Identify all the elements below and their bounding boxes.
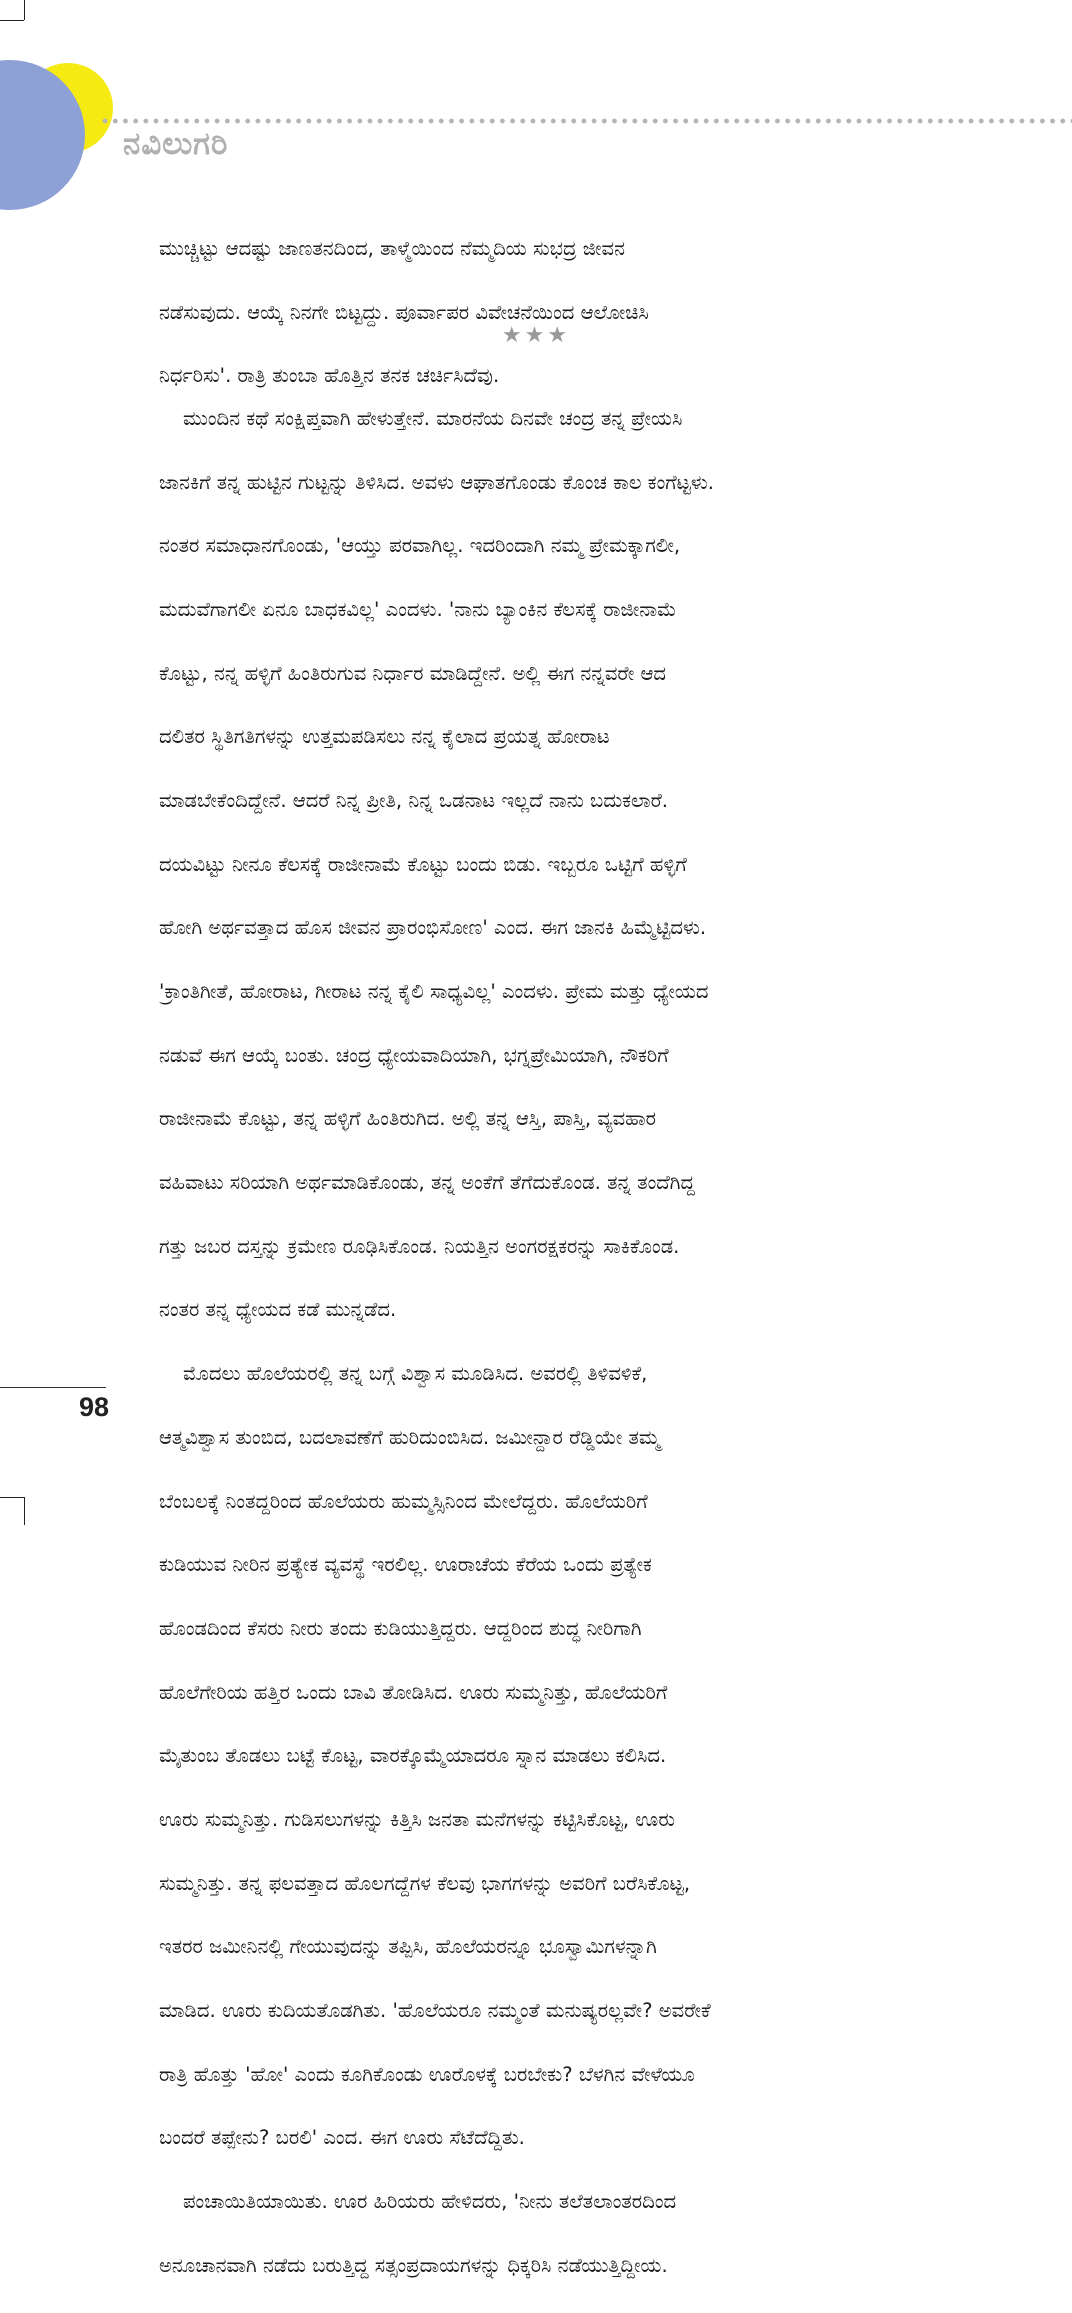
text-line: ದಲಿತರ ಸ್ಥಿತಿಗತಿಗಳನ್ನು ಉತ್ತಮಪಡಿಸಲು ನನ್ನ ಕೈಲಾದ ಪ್ರಯತ್ನ ಹೋರಾಟ	[159, 725, 610, 749]
crop-mark-top-left-horizontal	[0, 20, 24, 21]
text-line: ಮುಂದಿನ ಕಥೆ ಸಂಕ್ಷಿಪ್ತವಾಗಿ ಹೇಳುತ್ತೇನೆ. ಮಾರನೆಯ ದಿನವೇ ಚಂದ್ರ ತನ್ನ ಪ್ರೇಯಸಿ	[183, 406, 683, 430]
text-line: ಇತರರ ಜಮೀನಿನಲ್ಲಿ ಗೇಯುವುದನ್ನು ತಪ್ಪಿಸಿ, ಹೊಲೆಯರನ್ನೂ ಭೂಸ್ವಾಮಿಗಳನ್ನಾಗಿ	[159, 1935, 657, 1959]
crop-mark-bottom-left-vertical	[24, 1497, 25, 1525]
text-line: ರಾಜೀನಾಮೆ ಕೊಟ್ಟು, ತನ್ನ ಹಳ್ಳಿಗೆ ಹಿಂತಿರುಗಿದ. ಅಲ್ಲಿ ತನ್ನ ಆಸ್ತಿ, ಪಾಸ್ತಿ, ವ್ಯವಹಾರ	[159, 1107, 657, 1131]
text-line: ಕೊಟ್ಟು, ನನ್ನ ಹಳ್ಳಿಗೆ ಹಿಂತಿರುಗುವ ನಿರ್ಧಾರ ಮಾಡಿದ್ದೇನೆ. ಅಲ್ಲಿ ಈಗ ನನ್ನವರೇ ಆದ	[159, 661, 667, 685]
folio-rule	[0, 1387, 106, 1388]
text-line: ಗತ್ತು ಜಬರ ದಸ್ತನ್ನು ಕ್ರಮೇಣ ರೂಢಿಸಿಕೊಂಡ. ನಿಯತ್ತಿನ ಅಂಗರಕ್ಷಕರನ್ನು ಸಾಕಿಕೊಂಡ.	[159, 1234, 680, 1258]
text-line: ಹೊಂಡದಿಂದ ಕೆಸರು ನೀರು ತಂದು ಕುಡಿಯುತ್ತಿದ್ದರು. ಆದ್ದರಿಂದ ಶುದ್ಧ ನೀರಿಗಾಗಿ	[159, 1616, 642, 1640]
text-line: ಅನೂಚಾನವಾಗಿ ನಡೆದು ಬರುತ್ತಿದ್ದ ಸತ್ಸಂಪ್ರದಾಯಗಳನ್ನು ಧಿಕ್ಕರಿಸಿ ನಡೆಯುತ್ತಿದ್ದೀಯ.	[159, 2253, 668, 2277]
text-line: ಪಂಚಾಯಿತಿಯಾಯಿತು. ಊರ ಹಿರಿಯರು ಹೇಳಿದರು, 'ನೀನು ತಲೆತಲಾಂತರದಿಂದ	[183, 2190, 677, 2214]
text-line: ದಯವಿಟ್ಟು ನೀನೂ ಕೆಲಸಕ್ಕೆ ರಾಜೀನಾಮೆ ಕೊಟ್ಟು ಬಂದು ಬಿಡು. ಇಬ್ಬರೂ ಒಟ್ಟಿಗೆ ಹಳ್ಳಿಗೆ	[159, 852, 687, 876]
running-head: ನವಿಲುಗರಿ	[123, 126, 229, 162]
text-line: ನಂತರ ತನ್ನ ಧ್ಯೇಯದ ಕಡೆ ಮುನ್ನಡೆದ.	[159, 1298, 397, 1322]
crop-mark-top-left-vertical	[24, 0, 25, 20]
section-separator: ★★★	[501, 323, 571, 348]
text-line: ನಡುವೆ ಈಗ ಆಯ್ಕೆ ಬಂತು. ಚಂದ್ರ ಧ್ಯೇಯವಾದಿಯಾಗಿ, ಭಗ್ನಪ್ರೇಮಿಯಾಗಿ, ನೌಕರಿಗೆ	[159, 1043, 669, 1067]
text-line: 'ಕ್ರಾಂತಿಗೀತೆ, ಹೋರಾಟ, ಗೀರಾಟ ನನ್ನ ಕೈಲಿ ಸಾಧ್ಯವಿಲ್ಲ' ಎಂದಳು. ಪ್ರೇಮ ಮತ್ತು ಧ್ಯೇಯದ	[159, 980, 709, 1004]
header-decoration	[0, 40, 130, 260]
text-line: ಸುಮ್ಮನಿತ್ತು. ತನ್ನ ಫಲವತ್ತಾದ ಹೊಲಗದ್ದೆಗಳ ಕೆಲವು ಭಾಗಗಳನ್ನು ಅವರಿಗೆ ಬರೆಸಿಕೊಟ್ಟ,	[159, 1871, 691, 1895]
text-line: ಜಾನಕಿಗೆ ತನ್ನ ಹುಟ್ಟಿನ ಗುಟ್ಟನ್ನು ತಿಳಿಸಿದ. ಅವಳು ಆಘಾತಗೊಂಡು ಕೊಂಚ ಕಾಲ ಕಂಗೆಟ್ಟಳು.	[159, 470, 714, 494]
text-line: ಮೊದಲು ಹೊಲೆಯರಲ್ಲಿ ತನ್ನ ಬಗ್ಗೆ ವಿಶ್ವಾಸ ಮೂಡಿಸಿದ. ಅವರಲ್ಲಿ ತಿಳಿವಳಿಕೆ,	[183, 1362, 648, 1386]
text-line: ನಡೆಸುವುದು. ಆಯ್ಕೆ ನಿನಗೇ ಬಿಟ್ಟದ್ದು. ಪೂರ್ವಾಪರ ವಿವೇಚನೆಯಿಂದ ಆಲೋಚಿಸಿ	[159, 300, 649, 324]
text-line: ಹೋಗಿ ಅರ್ಥವತ್ತಾದ ಹೊಸ ಜೀವನ ಪ್ರಾರಂಭಿಸೋಣ' ಎಂದ. ಈಗ ಜಾನಕಿ ಹಿಮ್ಮೆಟ್ಟಿದಳು.	[159, 916, 707, 940]
page-number: 98	[79, 1392, 110, 1422]
text-line: ಮಾಡಿದ. ಊರು ಕುದಿಯತೊಡಗಿತು. 'ಹೊಲೆಯರೂ ನಮ್ಮಂತೆ ಮನುಷ್ಯರಲ್ಲವೇ? ಅವರೇಕೆ	[159, 1999, 711, 2023]
text-line: ಮೈತುಂಬ ತೊಡಲು ಬಟ್ಟೆ ಕೊಟ್ಟ, ವಾರಕ್ಕೊಮ್ಮೆಯಾದರೂ ಸ್ನಾನ ಮಾಡಲು ಕಲಿಸಿದ.	[159, 1744, 667, 1768]
text-line: ಮಾಡಬೇಕೆಂದಿದ್ದೇನೆ. ಆದರೆ ನಿನ್ನ ಪ್ರೀತಿ, ನಿನ್ನ ಒಡನಾಟ ಇಲ್ಲದೆ ನಾನು ಬದುಕಲಾರೆ.	[159, 788, 669, 812]
text-line: ಬಂದರೆ ತಪ್ಪೇನು? ಬರಲಿ' ಎಂದ. ಈಗ ಊರು ಸೆಟೆದೆದ್ದಿತು.	[159, 2126, 525, 2150]
text-line: ರಾತ್ರಿ ಹೊತ್ತು 'ಹೋ' ಎಂದು ಕೂಗಿಕೊಂಡು ಊರೊಳಕ್ಕೆ ಬರಬೇಕು? ಬೆಳಗಿನ ವೇಳೆಯೂ	[159, 2062, 695, 2086]
text-line: ಊರು ಸುಮ್ಮನಿತ್ತು. ಗುಡಿಸಲುಗಳನ್ನು ಕಿತ್ತಿಸಿ ಜನತಾ ಮನೆಗಳನ್ನು ಕಟ್ಟಿಸಿಕೊಟ್ಟ, ಊರು	[159, 1807, 675, 1831]
text-line: ವಹಿವಾಟು ಸರಿಯಾಗಿ ಅರ್ಥಮಾಡಿಕೊಂಡು, ತನ್ನ ಅಂಕೆಗೆ ತೆಗೆದುಕೊಂಡ. ತನ್ನ ತಂದೆಗಿದ್ದ	[159, 1171, 695, 1195]
text-line: ಮದುವೆಗಾಗಲೀ ಏನೂ ಬಾಧಕವಿಲ್ಲ' ಎಂದಳು. 'ನಾನು ಬ್ಯಾಂಕಿನ ಕೆಲಸಕ್ಕೆ ರಾಜೀನಾಮೆ	[159, 597, 677, 621]
text-line: ನಿರ್ಧರಿಸು'. ರಾತ್ರಿ ತುಂಬಾ ಹೊತ್ತಿನ ತನಕ ಚರ್ಚಿಸಿದೆವು.	[159, 364, 500, 388]
dotted-rule	[100, 118, 1072, 124]
paragraph-main	[159, 371, 911, 2313]
text-line: ಮುಚ್ಚಿಟ್ಟು ಆದಷ್ಟು ಜಾಣತನದಿಂದ, ತಾಳ್ಮೆಯಿಂದ ನೆಮ್ಮದಿಯ ಸುಭದ್ರ ಜೀವನ	[159, 236, 626, 260]
text-line: ಹೊಲೆಗೇರಿಯ ಹತ್ತಿರ ಒಂದು ಬಾವಿ ತೋಡಿಸಿದ. ಊರು ಸುಮ್ಮನಿತ್ತು, ಹೊಲೆಯರಿಗೆ	[159, 1680, 668, 1704]
crop-mark-bottom-left-horizontal	[0, 1497, 24, 1498]
text-line: ಆತ್ಮವಿಶ್ವಾಸ ತುಂಬಿದ, ಬದಲಾವಣೆಗೆ ಹುರಿದುಂಬಿಸಿದ. ಜಮೀನ್ದಾರ ರೆಡ್ಡಿಯೇ ತಮ್ಮ	[159, 1425, 661, 1449]
text-line: ಬೆಂಬಲಕ್ಕೆ ನಿಂತದ್ದರಿಂದ ಹೊಲೆಯರು ಹುಮ್ಮಸ್ಸಿನಿಂದ ಮೇಲೆದ್ದರು. ಹೊಲೆಯರಿಗೆ	[159, 1489, 648, 1513]
text-line: ಕುಡಿಯುವ ನೀರಿನ ಪ್ರತ್ಯೇಕ ವ್ಯವಸ್ಥೆ ಇರಲಿಲ್ಲ. ಊರಾಚೆಯ ಕೆರೆಯ ಒಂದು ಪ್ರತ್ಯೇಕ	[159, 1553, 652, 1577]
text-line: ನಂತರ ಸಮಾಧಾನಗೊಂಡು, 'ಆಯ್ತು ಪರವಾಗಿಲ್ಲ. ಇದರಿಂದಾಗಿ ನಮ್ಮ ಪ್ರೇಮಕ್ಕಾಗಲೀ,	[159, 534, 681, 558]
